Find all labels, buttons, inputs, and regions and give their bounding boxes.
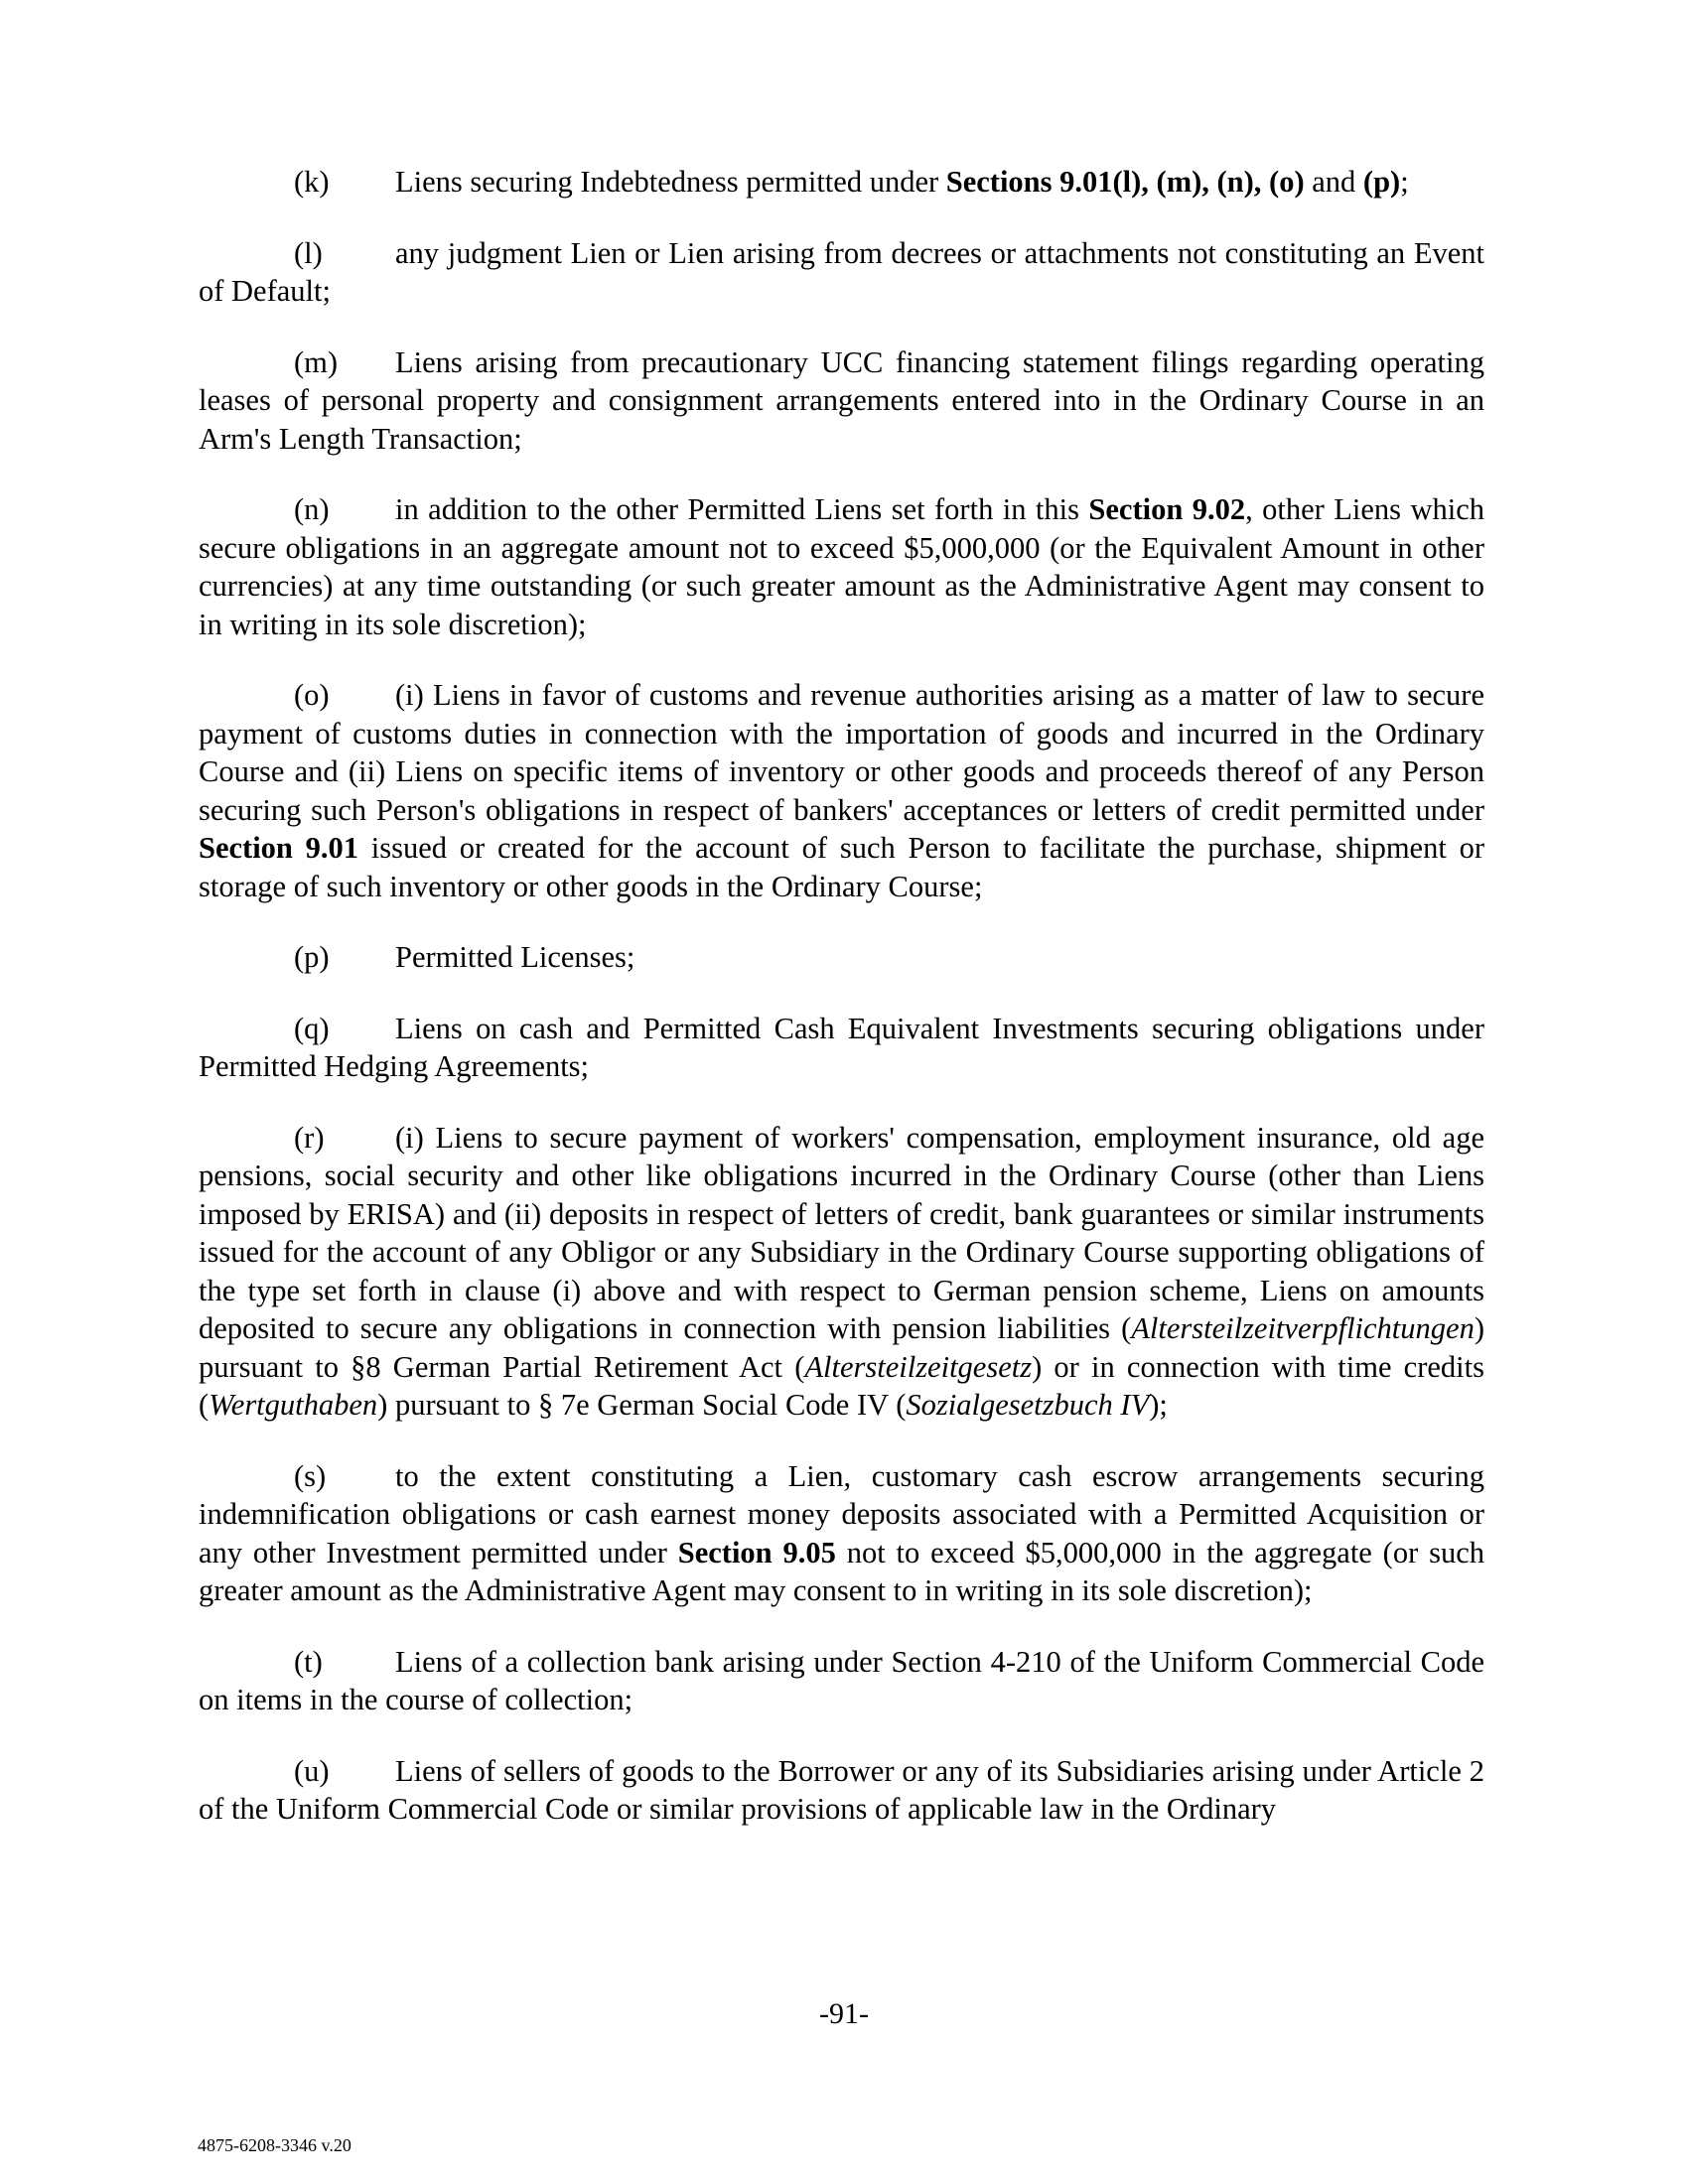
clause-text: not to exceed $5,000,000 in the aggregate (or such greater amount as the Administrative Agent may consent to in writing in its sole discretion); <box>199 1535 1484 1607</box>
clause-label: (p) <box>294 940 330 974</box>
clause-text: Liens on cash and Permitted Cash Equivalent Investments securing obligations under Permitted Hedging Agreements; <box>199 1011 1484 1083</box>
section-reference: Sections 9.01(l), (m), (n), (o) <box>945 165 1305 199</box>
clause-label: (r) <box>294 1120 325 1155</box>
clause-text: ) pursuant to §8 German Partial Retirement Act ( <box>199 1311 1484 1384</box>
clause-text: in addition to the other Permitted Liens set forth in this <box>395 492 1089 526</box>
clause-text: any judgment Lien or Lien arising from decrees or attachments not constituting an Event of Default; <box>199 235 1484 308</box>
german-term: Altersteilzeitverpflichtungen <box>1131 1311 1475 1345</box>
clause-text: Liens arising from precautionary UCC financing statement filings regarding operating leases of personal property and consignment arrangements entered into in the Ordinary Course in an Arm's Length Transaction; <box>199 344 1484 456</box>
clause-label: (n) <box>294 492 330 526</box>
clause-text: Liens of sellers of goods to the Borrower or any of its Subsidiaries arising under Article 2 of the Uniform Commercial Code or similar provisions of applicable law in the Ordinary <box>199 1753 1484 1826</box>
clause-text: Liens of a collection bank arising under Section 4-210 of the Uniform Commercial Code on items in the course of collection; <box>199 1644 1484 1716</box>
clause-text: ) pursuant to § 7e German Social Code IV ( <box>377 1388 907 1422</box>
document-body <box>199 163 1484 1861</box>
clause-text: ) or in connection with time credits ( <box>199 1349 1484 1422</box>
clause-label: (t) <box>294 1644 323 1679</box>
german-term: Wertguthaben <box>209 1388 378 1422</box>
clause-text: ); <box>1149 1388 1168 1422</box>
clause-label: (u) <box>294 1753 330 1788</box>
clause-text: , other Liens which secure obligations in an aggregate amount not to exceed $5,000,000 (or the Equivalent Amount in other currencies) at any time outstanding (or such greater amount as the Administrative Agent may consent to in writing in its sole discretion); <box>199 492 1484 641</box>
clause-label: (l) <box>294 235 323 270</box>
paragraph-t <box>199 1643 1484 1719</box>
paragraph-l <box>199 234 1484 311</box>
clause-text: (i) Liens to secure payment of workers' compensation, employment insurance, old age pensions, social security and other like obligations incurred in the Ordinary Course (other than Liens imposed by ERISA) and (ii) deposits in respect of letters of credit, bank guarantees or similar instruments issued for the account of any Obligor or any Subsidiary in the Ordinary Course supporting obligations of the type set forth in clause (i) above and with respect to German pension scheme, Liens on amounts deposited to secure any obligations in connection with pension liabilities ( <box>199 1120 1484 1345</box>
paragraph-k <box>199 163 1484 202</box>
clause-label: (k) <box>294 165 330 199</box>
clause-text: Liens securing Indebtedness permitted under <box>395 165 946 199</box>
paragraph-n <box>199 490 1484 643</box>
paragraph-r <box>199 1119 1484 1425</box>
paragraph-q <box>199 1010 1484 1086</box>
clause-text: to the extent constituting a Lien, customary cash escrow arrangements securing indemnification obligations or cash earnest money deposits associated with a Permitted Acquisition or any other Investment permitted under <box>199 1458 1484 1570</box>
german-term: Altersteilzeitgesetz <box>804 1349 1033 1384</box>
clause-text: and <box>1304 165 1363 199</box>
section-reference: Section 9.01 <box>199 831 359 865</box>
section-reference: (p) <box>1362 165 1401 199</box>
clause-text: ; <box>1400 165 1409 199</box>
clause-text: (i) Liens in favor of customs and revenue authorities arising as a matter of law to secure payment of customs duties in connection with the importation of goods and incurred in the Ordinary Course and (ii) Liens on specific items of inventory or other goods and proceeds thereof of any Person securing such Person's obligations in respect of bankers' acceptances or letters of credit permitted under <box>199 678 1484 827</box>
clause-label: (q) <box>294 1011 330 1045</box>
page-number: -91- <box>819 1997 869 2030</box>
section-reference: Section 9.02 <box>1088 492 1246 526</box>
clause-text: Permitted Licenses; <box>395 940 635 974</box>
document-id: 4875-6208-3346 v.20 <box>198 2135 352 2155</box>
clause-label: (o) <box>294 678 330 712</box>
paragraph-o <box>199 676 1484 905</box>
paragraph-s <box>199 1457 1484 1610</box>
clause-text: issued or created for the account of such Person to facilitate the purchase, shipment or storage of such inventory or other goods in the Ordinary Course; <box>199 831 1484 903</box>
german-term: Sozialgesetzbuch IV <box>906 1388 1150 1422</box>
paragraph-p <box>199 938 1484 977</box>
paragraph-u <box>199 1752 1484 1829</box>
clause-label: (m) <box>294 344 339 379</box>
section-reference: Section 9.05 <box>677 1535 836 1570</box>
paragraph-m <box>199 343 1484 459</box>
clause-label: (s) <box>294 1458 327 1493</box>
